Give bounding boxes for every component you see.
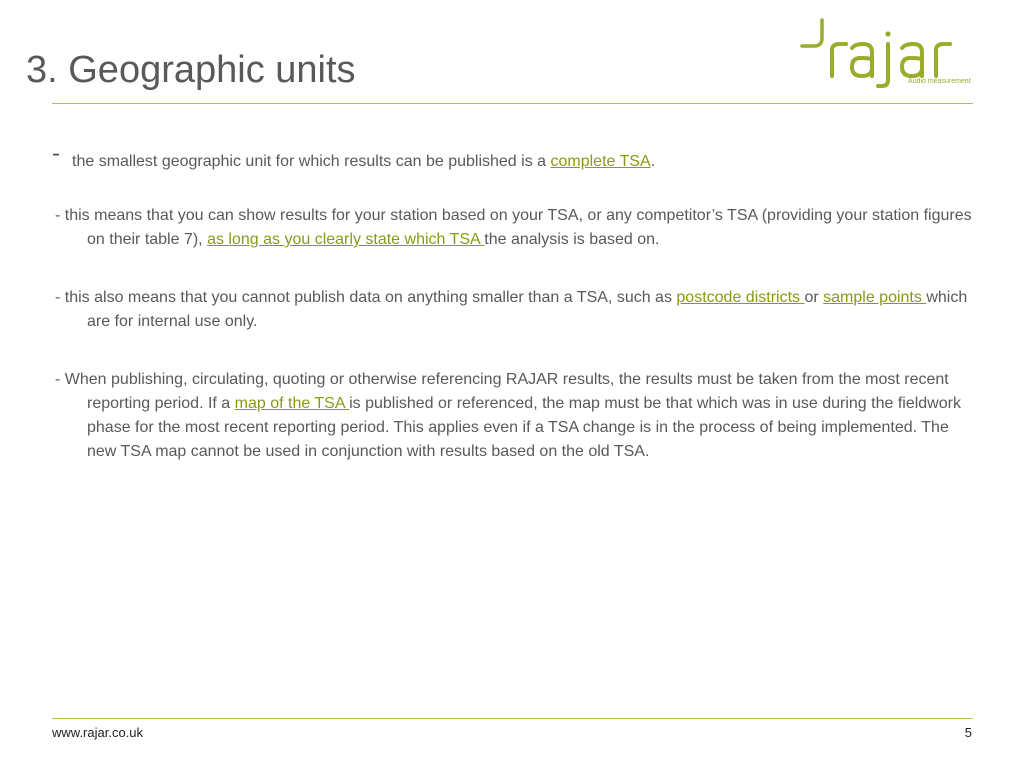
bullet-smaller-than-tsa: [52, 286, 977, 334]
bullet-competitor-tsa: [52, 204, 977, 252]
slide-title: 3. Geographic units: [26, 49, 356, 91]
link-complete-tsa[interactable]: complete TSA: [550, 153, 651, 170]
logo-tagline: Audio measurement: [908, 78, 971, 85]
bullet-text: - this also means that you cannot publish data on anything smaller than a TSA, such as: [55, 289, 677, 306]
bullet-text-end: .: [650, 153, 656, 170]
bullet-publishing-results: [52, 368, 977, 464]
bullet-text-middle: or: [804, 289, 824, 306]
title-divider: [52, 103, 973, 104]
link-sample-points[interactable]: sample points: [823, 289, 927, 306]
bullet-text: - this means that you can show results for your station based on your TSA, or any competitor’s TSA (providing your station figures on their table 7),: [55, 207, 972, 248]
bullet-dash: -: [52, 140, 60, 167]
link-state-which-tsa[interactable]: as long as you clearly state which TSA: [207, 231, 485, 248]
footer-divider: [52, 718, 973, 719]
link-postcode-districts[interactable]: postcode districts: [676, 289, 805, 306]
link-map-of-tsa[interactable]: map of the TSA: [234, 395, 350, 412]
bullet-text-end: which are for internal use only.: [87, 289, 968, 330]
bullet-text: the smallest geographic unit for which results can be published is a: [72, 153, 551, 170]
slide-body: [52, 140, 977, 498]
footer-url[interactable]: www.rajar.co.uk: [52, 725, 144, 740]
page-number: 5: [964, 725, 972, 740]
bullet-text: - When publishing, circulating, quoting or otherwise referencing RAJAR results, the results must be taken from the most recent reporting period. If a: [55, 371, 949, 412]
bullet-smallest-unit: [52, 140, 977, 174]
bullet-text-end: is published or referenced, the map must be that which was in use during the fieldwork phase for the most recent reporting period. This applies even if a TSA change is in the process of being implemented. The new TSA map cannot be used in conjunction with results based on the old TSA.: [87, 395, 961, 460]
bullet-text-end: the analysis is based on.: [484, 231, 660, 248]
